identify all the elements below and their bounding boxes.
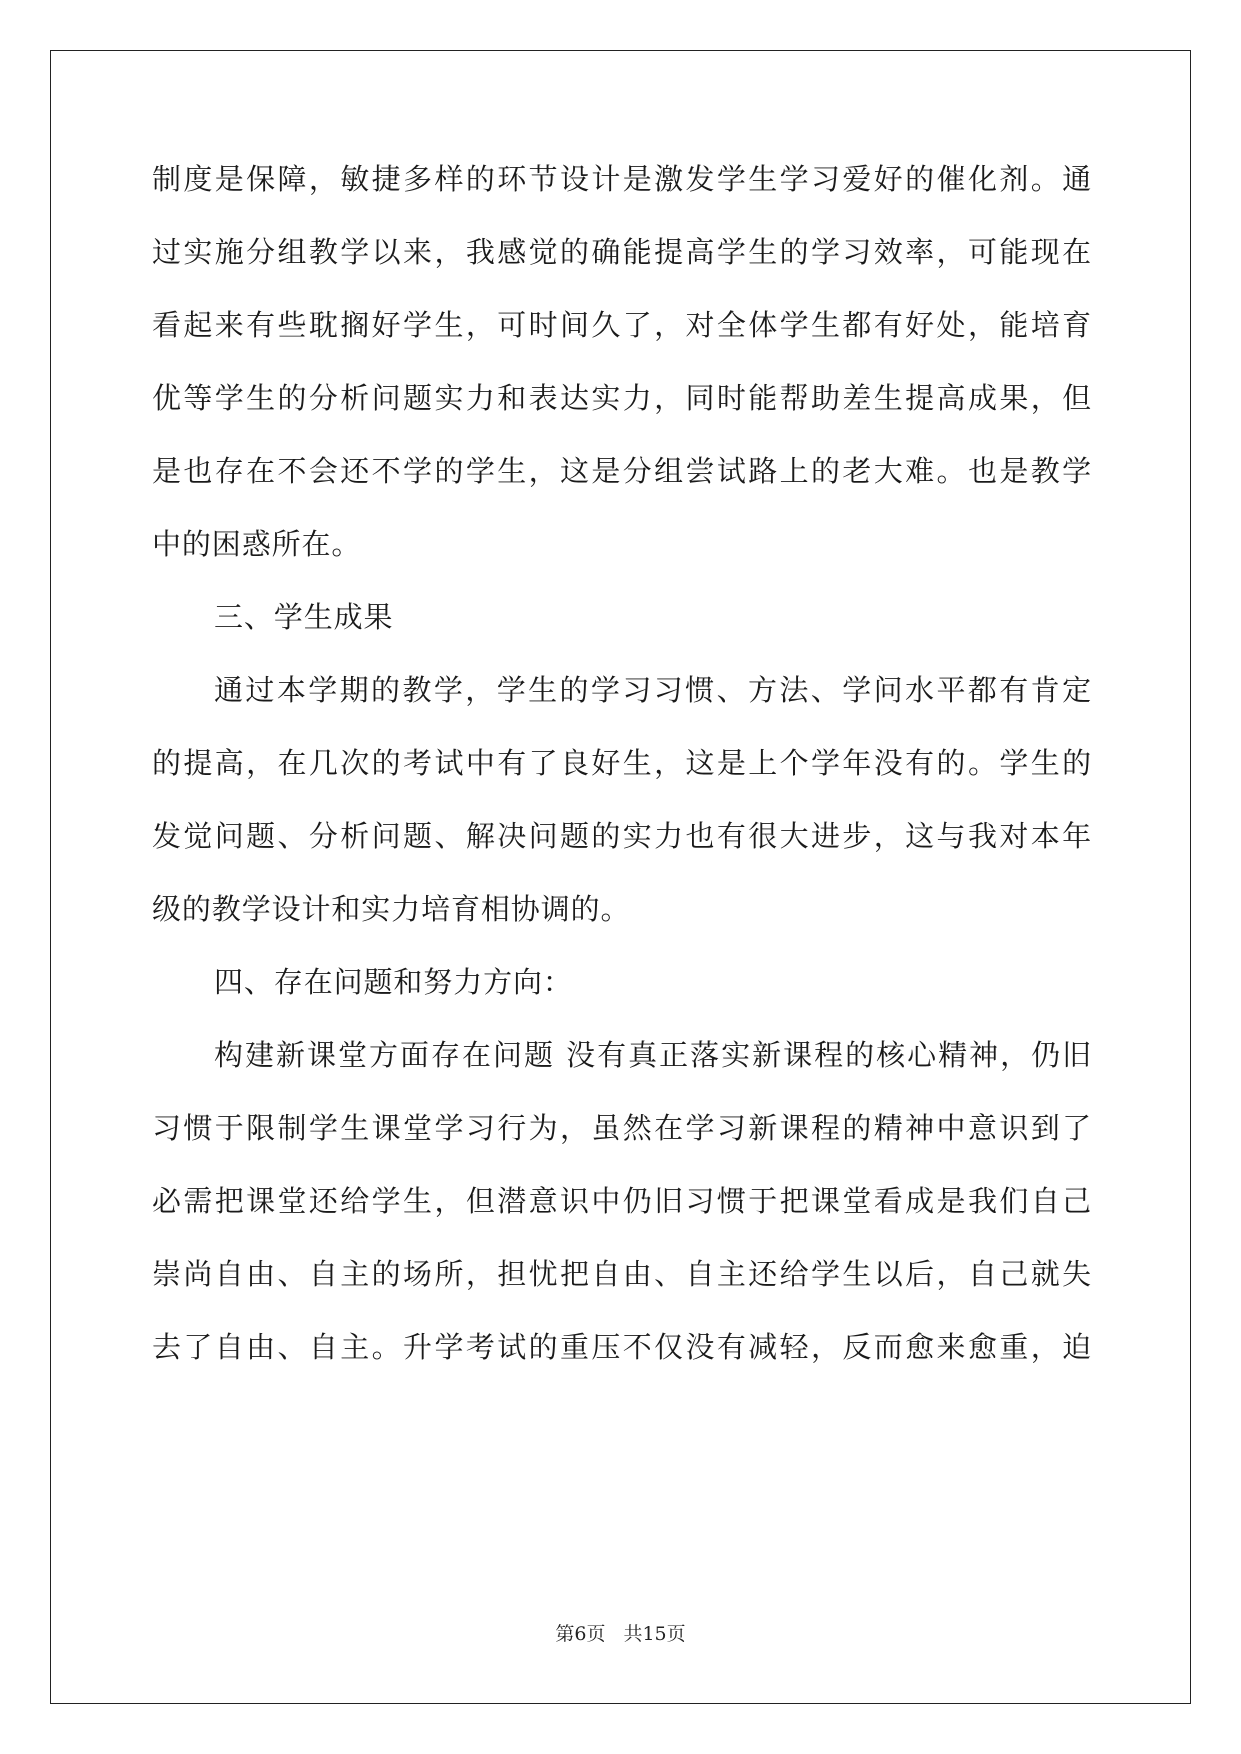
body-line: 级的教学设计和实力培育相协调的。: [152, 892, 631, 926]
body-line: 必需把课堂还给学生，但潜意识中仍旧习惯于把课堂看成是我们自己: [152, 1184, 1092, 1218]
body-line: 中的困惑所在。: [152, 527, 362, 561]
body-line: 崇尚自由、自主的场所，担忧把自由、自主还给学生以后，自己就失: [152, 1257, 1092, 1291]
body-line: 优等学生的分析问题实力和表达实力，同时能帮助差生提高成果，但: [152, 381, 1092, 415]
body-line: 制度是保障，敏捷多样的环节设计是激发学生学习爱好的催化剂。通: [152, 162, 1092, 196]
body-line: 看起来有些耽搁好学生，可时间久了，对全体学生都有好处，能培育: [152, 308, 1092, 342]
body-line: 去了自由、自主。升学考试的重压不仅没有减轻，反而愈来愈重，迫: [152, 1330, 1092, 1364]
page-number: 第6页: [555, 1623, 606, 1645]
page-total: 共15页: [623, 1623, 686, 1645]
page-border: [50, 50, 1191, 1704]
page-footer: [0, 1622, 1241, 1646]
body-line: 的提高，在几次的考试中有了良好生，这是上个学年没有的。学生的: [152, 746, 1092, 780]
section-heading: 四、存在问题和努力方向：: [214, 965, 573, 999]
body-line: 习惯于限制学生课堂学习行为，虽然在学习新课程的精神中意识到了: [152, 1111, 1092, 1145]
section-heading: 三、学生成果: [214, 600, 394, 634]
body-line: 过实施分组教学以来，我感觉的确能提高学生的学习效率，可能现在: [152, 235, 1092, 269]
body-line: 通过本学期的教学，学生的学习习惯、方法、学问水平都有肯定: [214, 673, 1092, 707]
body-line: 构建新课堂方面存在问题 没有真正落实新课程的核心精神，仍旧: [214, 1038, 1092, 1072]
body-line: 发觉问题、分析问题、解决问题的实力也有很大进步，这与我对本年: [152, 819, 1092, 853]
body-line: 是也存在不会还不学的学生，这是分组尝试路上的老大难。也是教学: [152, 454, 1092, 488]
